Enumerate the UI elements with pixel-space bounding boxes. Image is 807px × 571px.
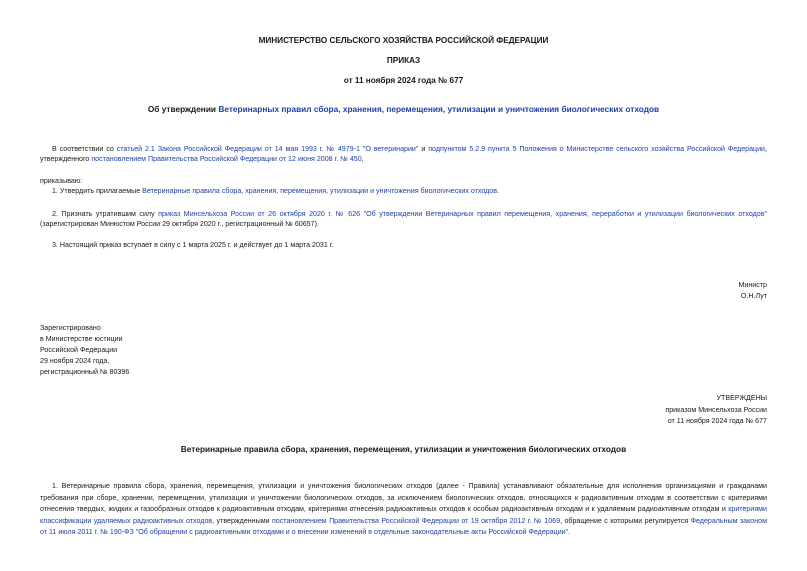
approved-block [665, 393, 767, 428]
approved-line: УТВЕРЖДЕНЫ [716, 394, 767, 402]
rules-paragraph-1: 1. Ветеринарные правила сбора, хранения, перемещения, утилизации и уничтожения биологических отходов (далее - Правила) устанавливают обязательные для исполнения организациями и гражданами требования при сборе, хранении, перемещении, утилизации и уничтожении биологических отходов, за исключением биологических отходов, относящихся к радиоактивным отходам в соответствии с критериями отнесения твердых, жидких и газообразных отходов к радиоактивным отходам, критериями отнесения радиоактивных отходов к особым радиоактивным отходам и к удаляемым радиоактивным отходам и критериями классификации удаляемых радиоактивных отходов, утвержденными постановлением Правительства Российской Федерации от 19 октября 2012 г. № 1069, обращение с которыми регулируется Федеральным законом от 11 июля 2011 г. № 190-ФЗ "Об обращении с радиоактивными отходами и о внесении изменений в отдельные законодательные акты Российской Федерации". [40, 482, 767, 536]
repealed-order-link[interactable]: приказ Минсельхоза России от 26 октября 2020 г. № 626 "Об утверждении Ветеринарных правил перемещения, хранения, переработки и утилизации биологических отходов" [158, 210, 767, 218]
law-link[interactable]: статьей 2.1 Закона Российской Федерации от 14 мая 1993 г. № 4979-1 "О ветеринарии" [116, 145, 419, 153]
federal-law-link-cont[interactable]: от 11 июля 2011 г. № 190-ФЗ "Об обращении с радиоактивными отходами и о внесении изменений в отдельные законодательные акты Российской Федерации" [40, 528, 569, 536]
government-decree-link[interactable]: постановлением Правительства Российской Федерации от 12 июня 2008 г. № 450 [91, 155, 362, 163]
registration-line: Зарегистрировано [40, 324, 101, 332]
approved-line: от 11 ноября 2024 года № 677 [667, 417, 767, 425]
registration-block [40, 323, 129, 378]
preamble-line-2: утвержденного постановлением Правительства Российской Федерации от 12 июня 2008 г. № 450, [40, 155, 364, 163]
item-2-line-2: (зарегистрирован Минюстом России 29 октября 2020 г., регистрационный № 60657). [40, 220, 319, 228]
order-word: приказываю: [40, 177, 83, 185]
approved-line: приказом Минсельхоза России [665, 405, 767, 414]
rules-title: Ветеринарные правила сбора, хранения, перемещения, утилизации и уничтожения биологических отходов [180, 444, 627, 454]
registration-line: в Министерстве юстиции [40, 335, 123, 343]
item-2: 2. Признать утратившим силу приказ Минсельхоза России от 26 октября 2020 г. № 626 "Об утверждении Ветеринарных правил перемещения, хранения, переработки и утилизации биологических отходов" [52, 210, 767, 218]
preamble-line-1: В соответствии со статьей 2.1 Закона Российской Федерации от 14 мая 1993 г. № 4979-1 "О ветеринарии" и подпунктом 5.2.9 пункта 5 Положения о Министерстве сельского хозяйства Российской Федерации, [52, 145, 768, 153]
registration-line: 29 ноября 2024 года, [40, 357, 110, 365]
decree-1069-link[interactable]: постановлением Правительства Российской Федерации от 19 октября 2012 г. № 1069 [271, 516, 561, 525]
item-1: 1. Утвердить прилагаемые Ветеринарные правила сбора, хранения, перемещения, утилизации и уничтожения биологических отходов. [52, 187, 499, 195]
ministry-heading: МИНИСТЕРСТВО СЕЛЬСКОГО ХОЗЯЙСТВА РОССИЙСКОЙ ФЕДЕРАЦИИ [258, 36, 549, 45]
criteria-link-cont[interactable]: классификации удаляемых радиоактивных отходов [40, 516, 213, 525]
item-3: 3. Настоящий приказ вступает в силу с 1 марта 2025 г. и действует до 1 марта 2031 г. [52, 241, 334, 249]
document-title [0, 104, 807, 114]
preamble [52, 144, 767, 156]
title-prefix: Об утверждении [147, 104, 219, 114]
signature-position: Министр [738, 281, 767, 289]
doc-type-heading: ПРИКАЗ [386, 56, 421, 65]
title-link[interactable]: Ветеринарных правил сбора, хранения, перемещения, утилизации и уничтожения биологических отходов [218, 104, 660, 114]
signature-name: О.Н.Лут [740, 292, 767, 300]
doc-date-number: от 11 ноября 2024 года № 677 [343, 76, 464, 85]
regulation-link[interactable]: подпунктом 5.2.9 пункта 5 Положения о Министерстве сельского хозяйства Российской Федерации [428, 145, 766, 153]
federal-law-link[interactable]: Федеральным законом [690, 516, 767, 525]
criteria-link[interactable]: критериями [728, 505, 767, 513]
registration-line: Российской Федерации [40, 346, 118, 354]
rules-link[interactable]: Ветеринарные правила сбора, хранения, перемещения, утилизации и уничтожения биологических отходов [142, 187, 497, 195]
registration-line: регистрационный № 80396 [40, 368, 130, 376]
